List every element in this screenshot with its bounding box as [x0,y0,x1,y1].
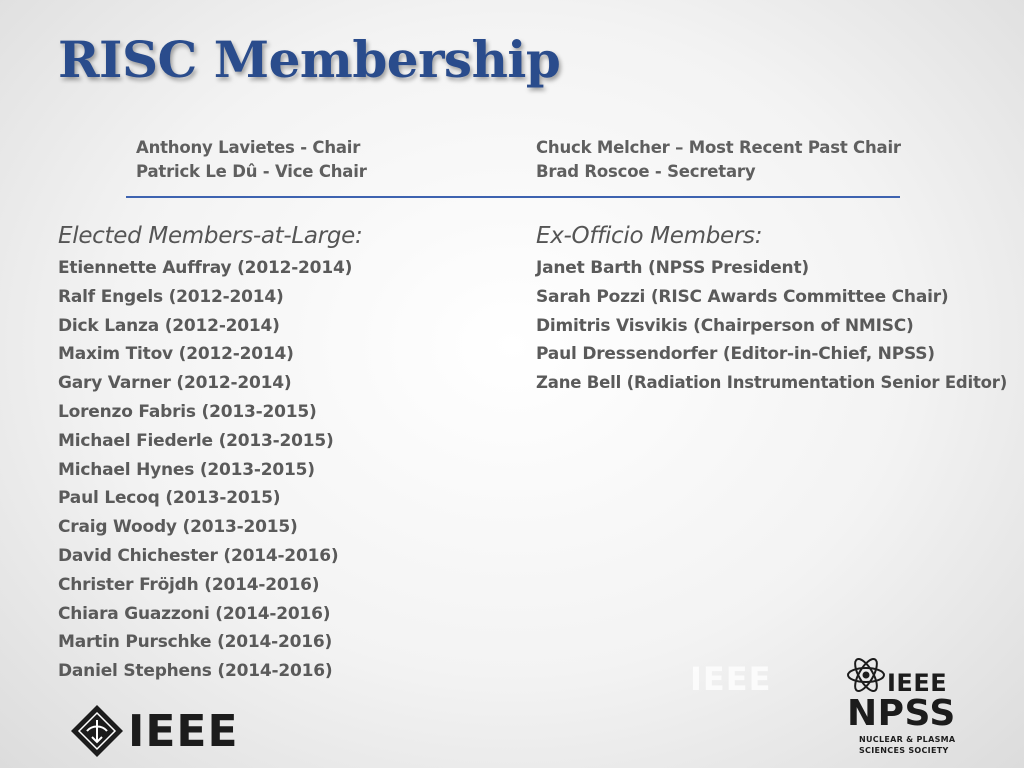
elected-member: Daniel Stephens (2014-2016) [58,661,333,682]
ex-officio-member: Zane Bell (Radiation Instrumentation Senior Editor) [536,373,1008,393]
elected-member: Etiennette Auffray (2012-2014) [58,258,353,278]
elected-members-heading: Elected Members-at-Large: [58,223,363,249]
ex-officio-heading: Ex-Officio Members: [536,223,763,249]
elected-member: Lorenzo Fabris (2013-2015) [58,401,317,422]
npss-ieee-text: IEEE [887,669,948,697]
ex-officio-member: Janet Barth (NPSS President) [536,258,809,278]
elected-member: Chiara Guazzoni (2014-2016) [58,603,331,624]
npss-text: NPSS [847,693,956,734]
officer-chair: Anthony Lavietes - Chair [136,138,361,157]
officer-past-chair: Chuck Melcher – Most Recent Past Chair [536,138,901,157]
ex-officio-member: Paul Dressendorfer (Editor-in-Chief, NPSS) [536,344,935,365]
elected-member: Maxim Titov (2012-2014) [58,344,294,365]
npss-logo [845,655,955,760]
npss-subtitle-line2: SCIENCES SOCIETY [859,746,949,755]
elected-member: Christer Fröjdh (2014-2016) [58,574,320,595]
elected-members-column [58,222,362,686]
elected-member: David Chichester (2014-2016) [58,545,339,566]
npss-subtitle-line1: NUCLEAR & PLASMA [859,735,956,744]
ieee-diamond-icon [70,704,124,758]
ieee-watermark: IEEE [690,660,772,698]
elected-member: Gary Varner (2012-2014) [58,373,292,394]
elected-member: Michael Hynes (2013-2015) [58,459,315,480]
elected-member: Martin Purschke (2014-2016) [58,632,333,653]
atom-icon [845,655,887,695]
officer-secretary: Brad Roscoe - Secretary [536,162,756,181]
slide-title: RISC Membership [58,30,561,89]
ex-officio-member: Dimitris Visvikis (Chairperson of NMISC) [536,315,914,336]
elected-member: Paul Lecoq (2013-2015) [58,488,281,509]
ieee-logo [70,700,239,762]
ex-officio-members-column [536,222,1007,398]
ex-officio-member: Sarah Pozzi (RISC Awards Committee Chair) [536,286,949,307]
header-divider [126,196,900,198]
elected-member: Craig Woody (2013-2015) [58,517,298,538]
elected-member: Dick Lanza (2012-2014) [58,315,280,336]
ieee-logo-text: IEEE [128,705,239,757]
elected-member: Ralf Engels (2012-2014) [58,286,284,307]
elected-member: Michael Fiederle (2013-2015) [58,430,334,451]
officer-vice-chair: Patrick Le Dû - Vice Chair [136,162,367,181]
